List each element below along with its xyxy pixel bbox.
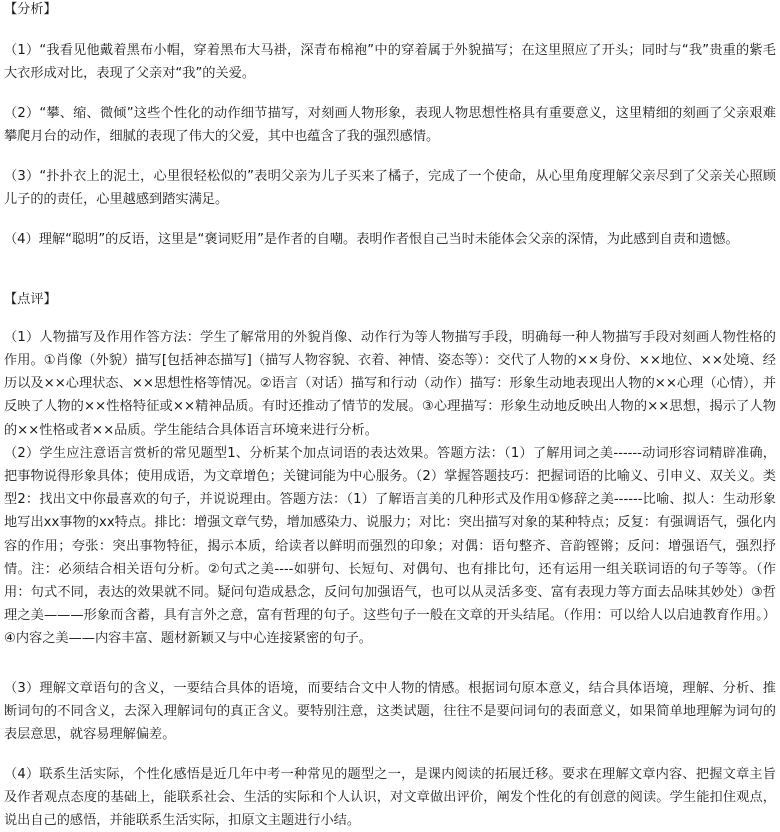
commentary-heading: 【点评】 — [4, 292, 57, 307]
commentary-item-4: （4）联系生活实际，个性化感悟是近几年中考一种常见的题型之一，是课内阅读的拓展迁移。要求在理解文章内容、把握文章主旨及作者观点态度的基础上，能联系社会、生活的实际和个人认识，对文章做出评价，阐发个性化的有创意的阅读。学生能扣住观点，说出自己的感悟，并能联系生活实际，扣原文主题进行小结。 — [4, 767, 776, 829]
commentary-item-1: （1）人物描写及作用作答方法：学生了解常用的外貌肖像、动作行为等人物描写手段，明确每一种人物描写手段对刻画人物性格的作用。①肖像（外貌）描写[包括神态描写]（描写人物容貌、衣着、神情、姿态等）：交代了人物的××身份、××地位、××处境、经历以及××心理状态、××思想性格等情况。②语言（对话）描写和行动（动作）描写：形象生动地表现出人物的××心理（心情），并反映了人物的××性格特征或××精神品质。有时还推动了情节的发展。③心理描写：形象生动地反映出人物的××思想，揭示了人物的××性格或者××品质。学生能结合具体语言环境来进行分析。 — [4, 330, 776, 438]
analysis-item-2: （2）“攀、缩、微倾”这些个性化的动作细节描写，对刻画人物形象，表现人物思想性格具有重要意义，这里精细的刻画了父亲艰难攀爬月台的动作，细腻的表现了伟大的父爱，其中也蕴含了我的强烈感情。 — [4, 106, 776, 145]
commentary-item-3: （3）理解文章语句的含义，一要结合具体的语境，而要结合文中人物的情感。根据词句原本意义，结合具体语境，理解、分析、推断词句的不同含义，去深入理解词句的真正含义。要特别注意，这类试题，往往不是要问词句的表面意义，如果简单地理解为词句的表层意思，就容易理解偏差。 — [4, 681, 776, 743]
analysis-item-4: （4）理解“聪明”的反语，这里是“褒词贬用”是作者的自嘲。表明作者恨自己当时未能体会父亲的深情，为此感到自责和遗憾。 — [4, 232, 739, 247]
analysis-item-3: （3）“扑扑衣上的泥土，心里很轻松似的”表明父亲为儿子买来了橘子，完成了一个使命，从心里角度理解父亲尽到了父亲关心照顾儿子的的责任，心里越感到踏实满足。 — [4, 169, 776, 208]
analysis-heading: 【分析】 — [4, 2, 57, 17]
analysis-item-1: （1）“我看见他戴着黑布小帽，穿着黑布大马褂，深青布棉袍”中的穿着属于外貌描写；在这里照应了开头；同时与“我”贵重的紫毛大衣形成对比，表现了父亲对“我”的关爱。 — [4, 43, 776, 82]
commentary-item-2: （2）学生应注意语言赏析的常见题型1、分析某个加点词语的表达效果。答题方法：（1）了解用词之美------动词形容词精辟准确，把事物说得形象具体；使用成语，为文章增色；关键词能为中心服务。（2）掌握答题技巧：把握词语的比喻义、引申义、双关义。类型2：找出文中你最喜欢的句子，并说说理由。答题方法：（1）了解语言美的几种形式及作用①修辞之美------比喻、拟人：生动形象地写出xx事物的xx特点。排比：增强文章气势，增加感染力、说服力；对比：突出描写对象的某种特点；反复：有强调语气，强化内容的作用；夸张：突出事物特征，揭示本质，给读者以鲜明而强烈的印象；对偶：语句整齐、音韵铿锵；反问：增强语气，强烈抒情。注：必须结合相关语句分析。②句式之美----如骈句、长短句、对偶句、也有排比句，还有运用一组关联词语的句子等等。（作用：句式不同，表达的效果就不同。疑问句造成悬念，反问句加强语气，也可以从灵活多变、富有表现力等方面去品味其妙处）③哲理之美———形象而含蓄，具有言外之意，富有哲理的句子。这些句子一般在文章的开头结尾。（作用：可以给人以启迪教育作用。）④内容之美——内容丰富、题材新颖又与中心连接紧密的句子。 — [4, 446, 776, 647]
